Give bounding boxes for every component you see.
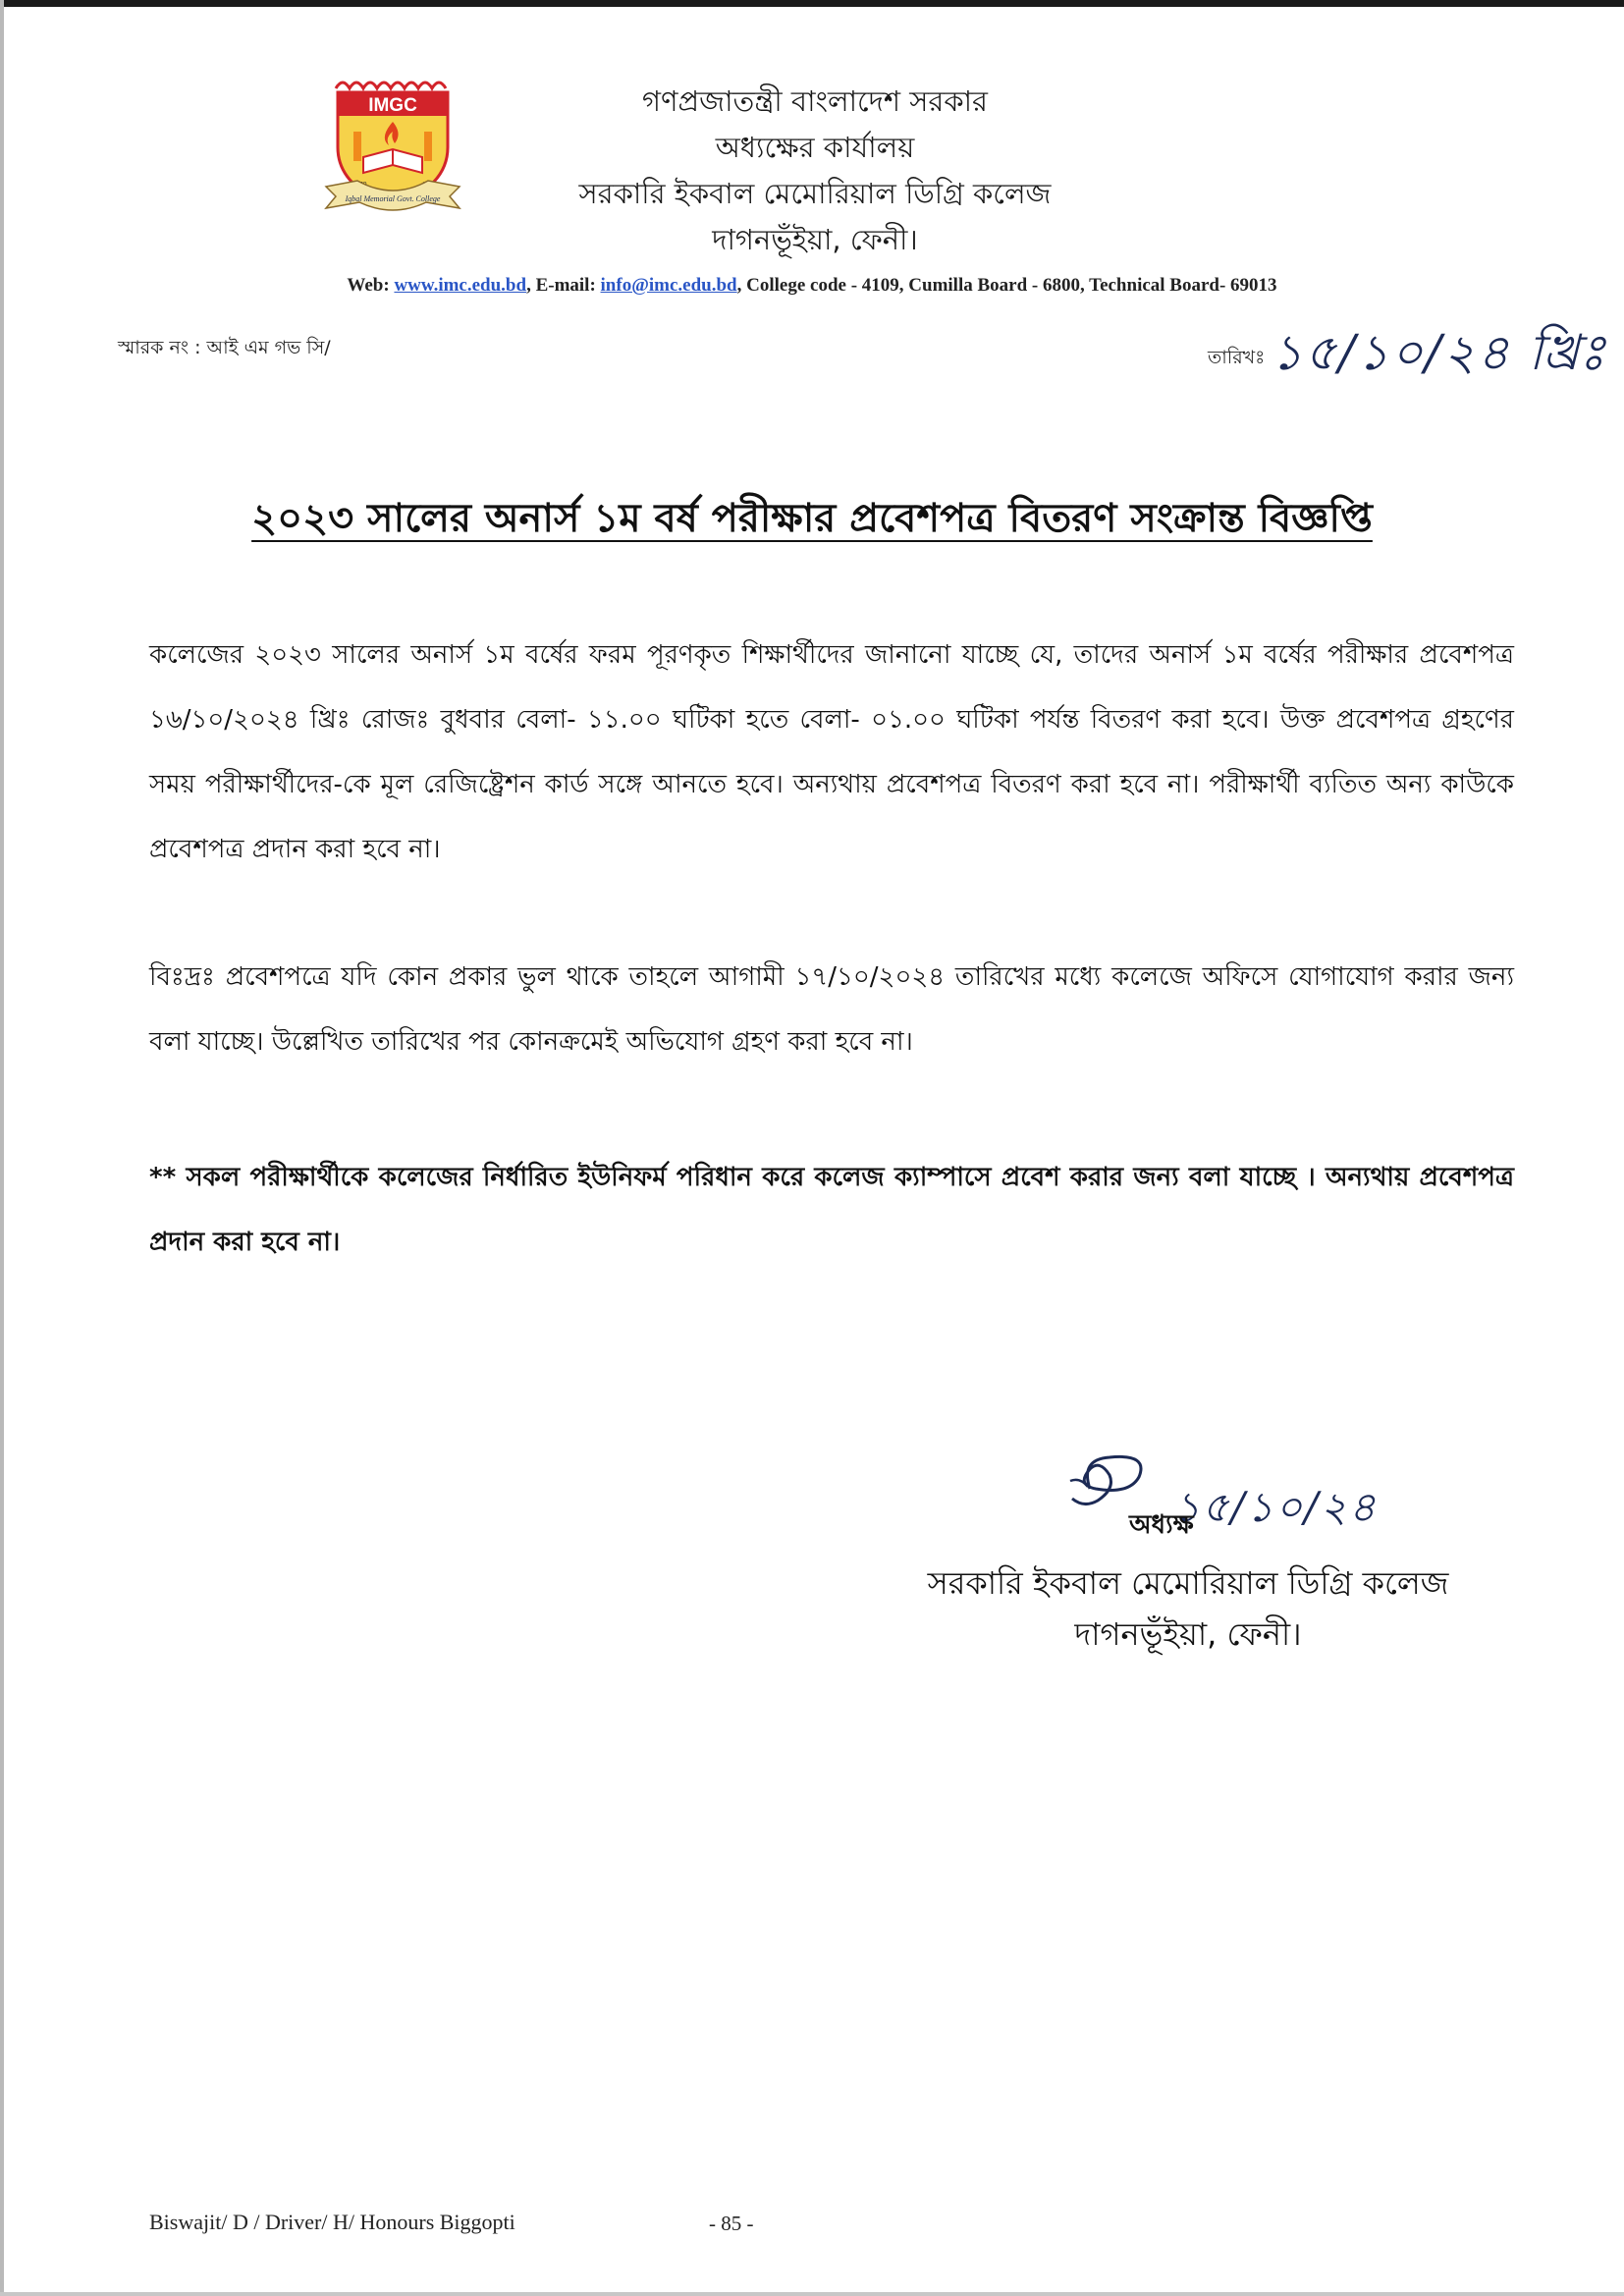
header-line-government: গণপ্রজাতন্ত্রী বাংলাদেশ সরকার — [641, 84, 989, 118]
college-logo — [324, 71, 461, 218]
scan-left-edge — [0, 0, 4, 2296]
notice-title-wrap — [0, 487, 1624, 553]
footer-file-reference: Biswajit/ D / Driver/ H/ Honours Biggopti — [149, 2210, 515, 2234]
header-line-college: সরকারি ইকবাল মেমোরিয়াল ডিগ্রি কলেজ — [578, 177, 1052, 210]
signatory-office — [884, 1558, 1492, 1660]
signatory-location: দাগনভূঁইয়া, ফেনী। — [1074, 1615, 1302, 1653]
signatory-college: সরকারি ইকবাল মেমোরিয়াল ডিগ্রি কলেজ — [927, 1564, 1449, 1602]
signatory-title: অধ্যক্ষ — [1129, 1510, 1194, 1540]
signature-date: ১৫/১০/২৪ — [1173, 1483, 1378, 1531]
contact-line — [0, 275, 1624, 297]
notice-paragraph-3: ** সকল পরীক্ষার্থীকে কলেজের নির্ধারিত ইউনিফর্ম পরিধান করে কলেজ ক্যাম্পাসে প্রবেশ করার জন্য বলা যাচ্ছে । অন্যথায় প্রবেশপত্র প্রদান করা হবে না। — [149, 1163, 1514, 1257]
notice-paragraph-1: কলেজের ২০২৩ সালের অনার্স ১ম বর্ষের ফরম পূরণকৃত শিক্ষার্থীদের জানানো যাচ্ছে যে, তাদের অনার্স ১ম বর্ষের পরীক্ষার প্রবেশপত্র ১৬/১০/২০২৪ খ্রিঃ রোজঃ বুধবার বেলা- ১১.০০ ঘটিকা হতে বেলা- ০১.০০ ঘটিকা পর্যন্ত বিতরণ করা হবে। উক্ত প্রবেশপত্র গ্রহণের সময় পরীক্ষার্থীদের-কে মূল রেজিষ্ট্রেশন কার্ড সঙ্গে আনতে হবে। অন্যথায় প্রবেশপত্র বিতরণ করা হবে না। পরীক্ষার্থী ব্যতিত অন্য কাউকে প্রবেশপত্র প্রদান করা হবে না। — [149, 640, 1514, 864]
website-link[interactable]: www.imc.edu.bd — [394, 275, 527, 296]
page-number: - 85 - — [709, 2212, 754, 2235]
web-label: Web: — [347, 275, 395, 296]
header-line-location: দাগনভূঁইয়া, ফেনী। — [712, 223, 918, 256]
scan-top-border — [0, 0, 1624, 7]
date-label: তারিখঃ — [1208, 347, 1266, 368]
email-label: , E-mail: — [526, 275, 601, 296]
logo-text: IMGC — [368, 95, 417, 116]
memo-number: স্মারক নং : আই এম গভ সি/ — [118, 337, 331, 358]
notice-paragraph-2: বিঃদ্রঃ প্রবেশপত্রে যদি কোন প্রকার ভুল থাকে তাহলে আগামী ১৭/১০/২০২৪ তারিখের মধ্যে কলেজে অফিসে যোগাযোগ করার জন্য বলা যাচ্ছে। উল্লেখিত তারিখের পর কোনক্রমেই অভিযোগ গ্রহণ করা হবে না। — [149, 962, 1514, 1057]
header-line-office: অধ্যক্ষের কার্যালয় — [715, 131, 915, 164]
date-block — [1208, 316, 1607, 398]
email-link[interactable]: info@imc.edu.bd — [600, 275, 737, 296]
logo-ribbon-text: Iqbal Memorial Govt. College — [345, 194, 441, 203]
scan-bottom-edge — [0, 2292, 1624, 2296]
handwritten-date: ১৫/১০/২৪ খ্রিঃ — [1271, 324, 1607, 381]
notice-title: ২০২৩ সালের অনার্স ১ম বর্ষ পরীক্ষার প্রবেশপত্র বিতরণ সংক্রান্ত বিজ্ঞপ্তি — [251, 496, 1373, 541]
college-codes: , College code - 4109, Cumilla Board - 6800, Technical Board- 69013 — [736, 275, 1277, 296]
letterhead — [471, 79, 1159, 263]
